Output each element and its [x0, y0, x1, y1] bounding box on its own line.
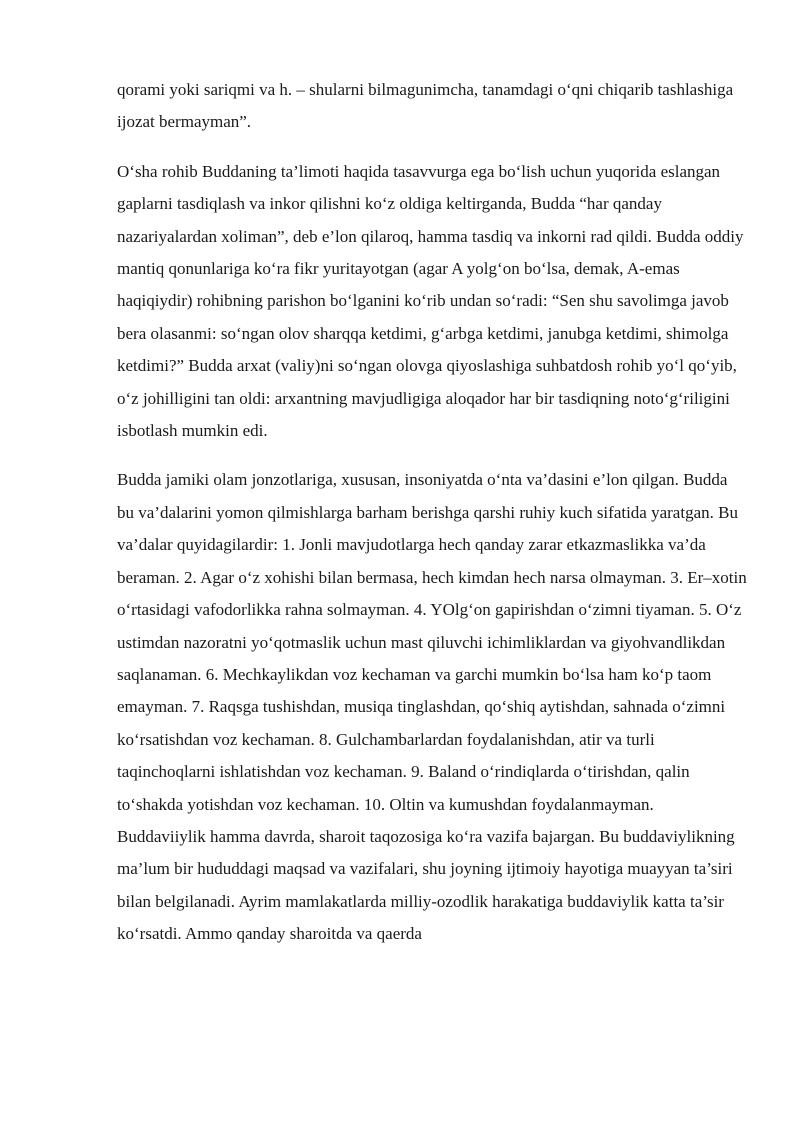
paragraph-2: O‘sha rohib Buddaning ta’limoti haqida tasavvurga ega bo‘lish uchun yuqorida eslangan gaplarni tasdiqlash va inkor qilishni ko‘z oldiga keltirganda, Budda “har qanday nazariyalardan xoliman”, deb e’lon qilaroq, hamma tasdiq va inkorni rad qildi. Budda oddiy mantiq qonunlariga ko‘ra fikr yuritayotgan (agar A yolg‘on bo‘lsa, demak, A-emas haqiqiydir) rohibning parishon bo‘lganini ko‘rib undan so‘radi: “Sen shu savolimga javob bera olasanmi: so‘ngan olov sharqqa ketdimi, g‘arbga ketdimi, janubga ketdimi, shimolga ketdimi?” Budda arxat (valiy)ni so‘ngan olovga qiyoslashiga suhbatdosh rohib yo‘l qo‘yib, o‘z johilligini tan oldi: arxantning mavjudligiga aloqador har bir tasdiqning noto‘g‘riligini isbotlash mumkin edi.: [117, 161, 744, 441]
paragraph-1: qorami yoki sariqmi va h. – shularni bilmagunimcha, tanamdagi o‘qni chiqarib tashlashiga ijozat bermayman”.: [117, 80, 734, 132]
paragraph-3: Budda jamiki olam jonzotlariga, xususan, insoniyatda o‘nta va’dasini e’lon qilgan. Budda bu va’dalarini yomon qilmishlarga barham berishga qarshi ruhiy kuch sifatida yaratgan. Bu va’dalar quyidagilardir: 1. Jonli mavjudotlarga hech qanday zarar etkazmaslikka va’da beraman. 2. Agar o‘z xohishi bilan bermasa, hech kimdan hech narsa olmayman. 3. Er–xotin o‘rtasidagi vafodorlikka rahna solmayman. 4. YOlg‘on gapirishdan o‘zimni tiyaman. 5. O‘z ustimdan nazoratni yo‘qotmaslik uchun mast qiluvchi ichimliklardan va giyohvandlikdan saqlanaman. 6. Mechkaylikdan voz kechaman va garchi mumkin bo‘lsa ham ko‘p taom emayman. 7. Raqsga tushishdan, musiqa tinglashdan, qo‘shiq aytishdan, sahnada o‘zimni ko‘rsatishdan voz kechaman. 8. Gulchambarlardan foydalanishdan, atir va turli taqinchoqlarni ishlatishdan voz kechaman. 9. Baland o‘rindiqlarda o‘tirishdan, qalin to‘shakda yotishdan voz kechaman. 10. Oltin va kumushdan foydalanmayman.: [117, 470, 747, 814]
paragraph-4: Buddaviiylik hamma davrda, sharoit taqozosiga ko‘ra vazifa bajargan. Bu buddaviylikning ma’lum bir hududdagi maqsad va vazifalari, shu joyning ijtimoiy hayotiga muayyan ta’siri bilan belgilanadi. Ayrim mamlakatlarda milliy-ozodlik harakatiga buddaviylik katta ta’sir ko‘rsatdi. Ammo qanday sharoitda va qaerda: [117, 826, 735, 944]
document-page: [117, 74, 747, 951]
